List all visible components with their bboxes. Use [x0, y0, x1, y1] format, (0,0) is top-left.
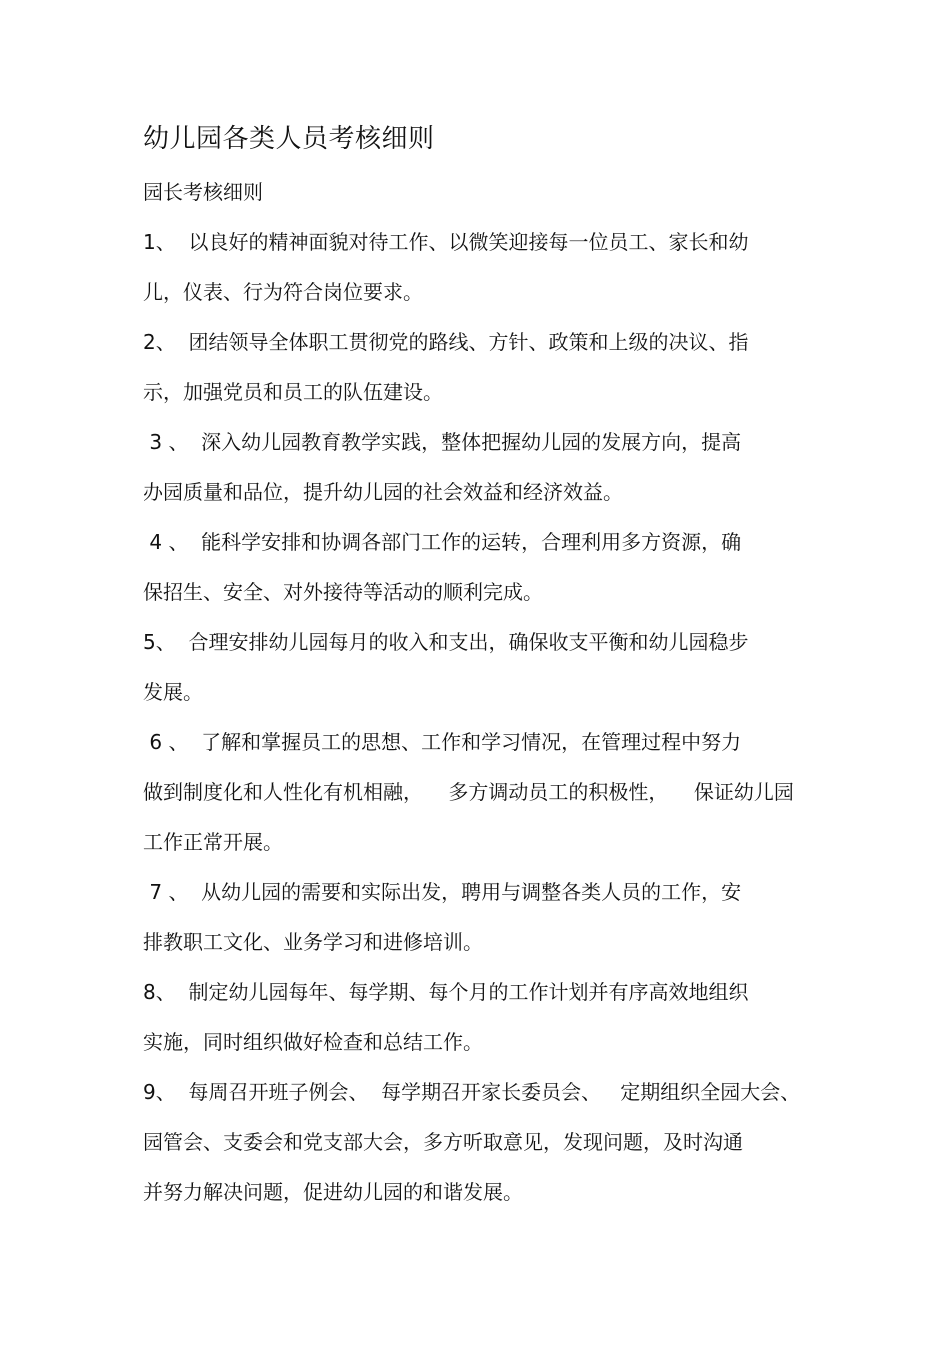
paragraph-line: 8、 制定幼儿园每年、每学期、每个月的工作计划并有序高效地组织: [143, 980, 749, 1004]
document-title: 幼儿园各类人员考核细则: [143, 124, 435, 154]
paragraph-line: 1、 以良好的精神面貌对待工作、以微笑迎接每一位员工、家长和幼: [143, 230, 749, 254]
paragraph-line: 3 、 深入幼儿园教育教学实践，整体把握幼儿园的发展方向，提高: [143, 430, 742, 454]
paragraph-line: 实施，同时组织做好检查和总结工作。: [143, 1030, 483, 1054]
paragraph-line: 2、 团结领导全体职工贯彻党的路线、方针、政策和上级的决议、指: [143, 330, 749, 354]
paragraph-line: 办园质量和品位，提升幼儿园的社会效益和经济效益。: [143, 480, 623, 504]
paragraph-line: 并努力解决问题，促进幼儿园的和谐发展。: [143, 1180, 523, 1204]
section-heading: 园长考核细则: [143, 180, 263, 204]
paragraph-line: 6 、 了解和掌握员工的思想、工作和学习情况，在管理过程中努力: [143, 730, 742, 754]
paragraph-line: 工作正常开展。: [143, 830, 283, 854]
paragraph-line: 做到制度化和人性化有机相融， 多方调动员工的积极性， 保证幼儿园: [143, 780, 794, 804]
paragraph-line: 保招生、安全、对外接待等活动的顺利完成。: [143, 580, 543, 604]
paragraph-line: 7 、 从幼儿园的需要和实际出发，聘用与调整各类人员的工作，安: [143, 880, 742, 904]
paragraph-line: 4 、 能科学安排和协调各部门工作的运转，合理利用多方资源，确: [143, 530, 742, 554]
paragraph-line: 9、 每周召开班子例会、 每学期召开家长委员会、 定期组织全园大会、: [143, 1080, 801, 1104]
paragraph-line: 5、 合理安排幼儿园每月的收入和支出，确保收支平衡和幼儿园稳步: [143, 630, 749, 654]
paragraph-line: 园管会、支委会和党支部大会，多方听取意见，发现问题，及时沟通: [143, 1130, 743, 1154]
paragraph-line: 发展。: [143, 680, 203, 704]
paragraph-line: 儿，仪表、行为符合岗位要求。: [143, 280, 423, 304]
paragraph-line: 示，加强党员和员工的队伍建设。: [143, 380, 443, 404]
paragraph-line: 排教职工文化、业务学习和进修培训。: [143, 930, 483, 954]
